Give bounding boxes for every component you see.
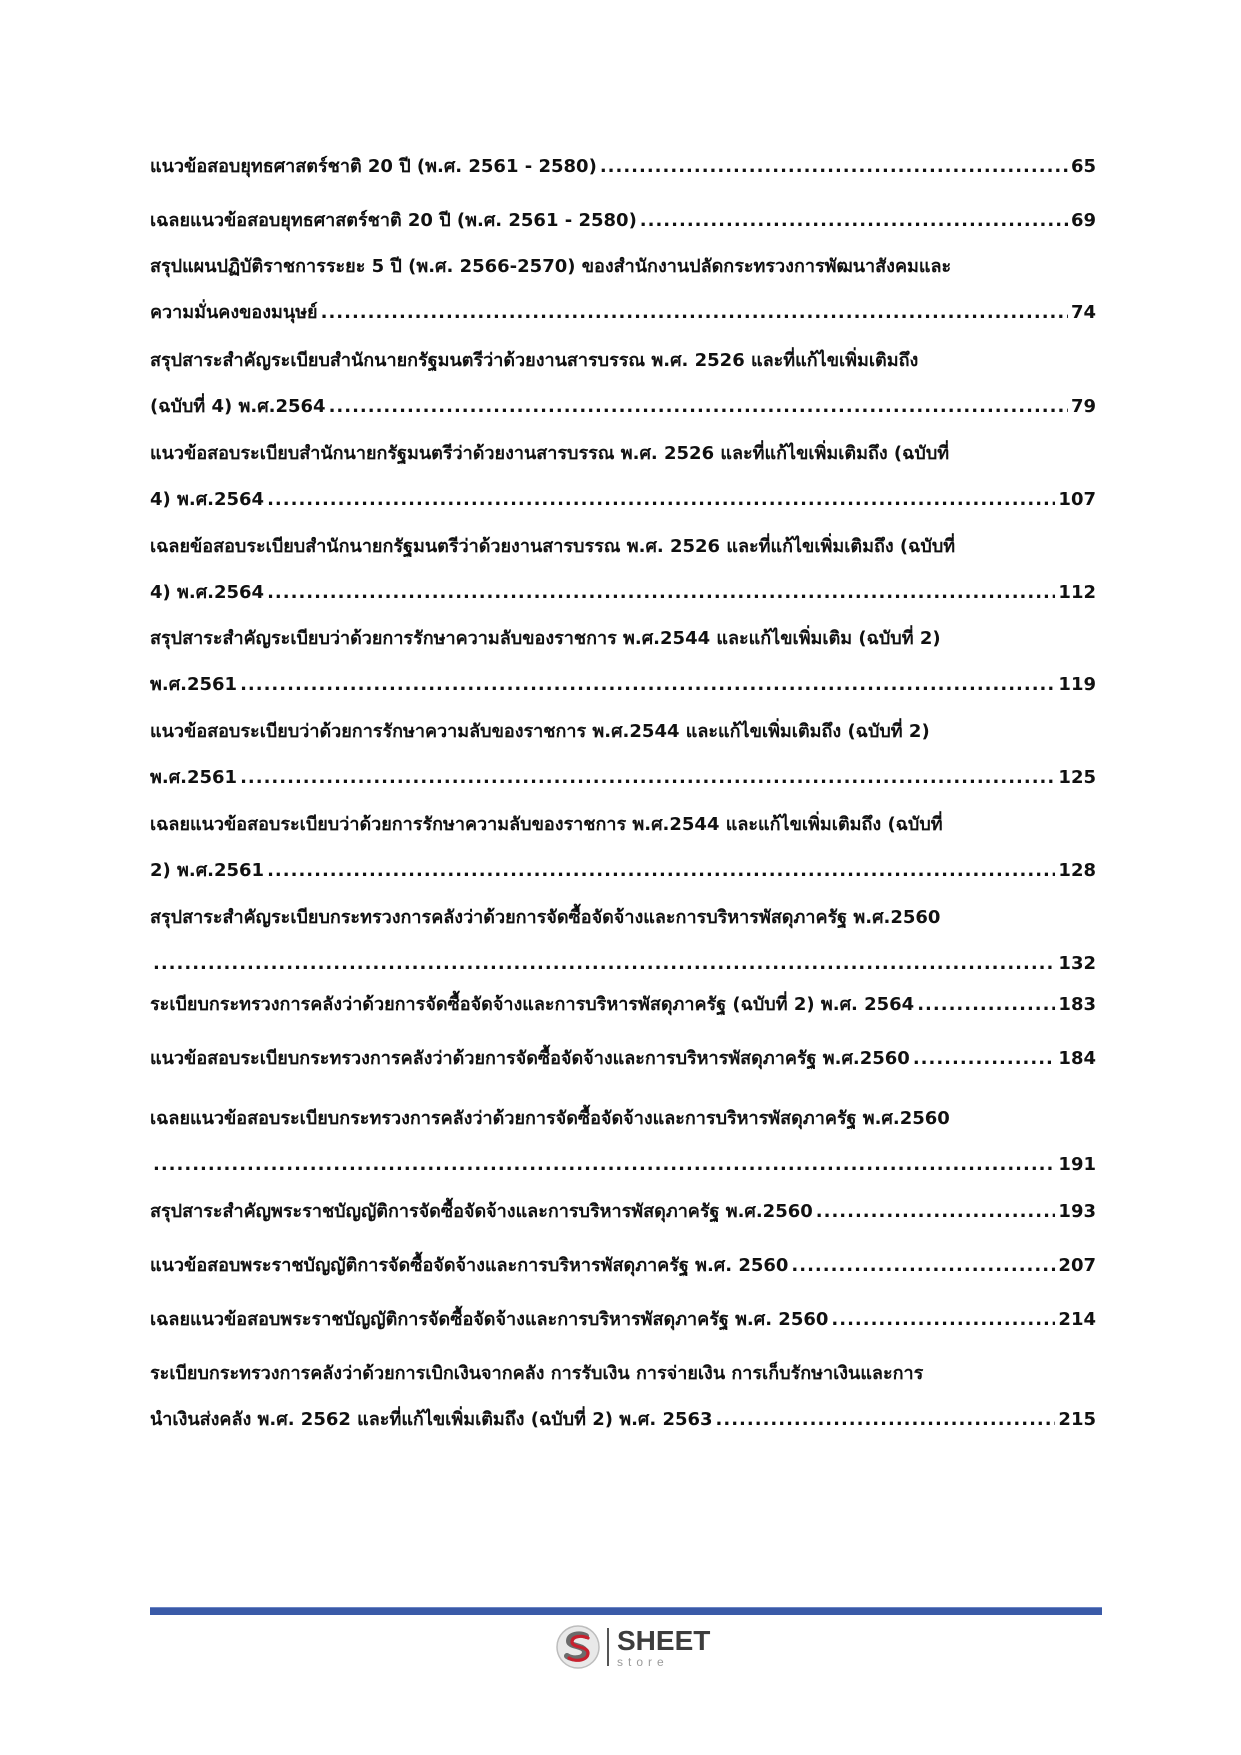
toc-page-number: 65 <box>1070 156 1096 177</box>
logo-sub-text: store <box>617 1654 669 1669</box>
toc-entry[interactable] <box>150 1357 1096 1437</box>
toc-entry-title-line: แนวข้อสอบระเบียบว่าด้วยการรักษาความลับของราชการ พ.ศ.2544 และแก้ไขเพิ่มเติมถึง (ฉบับที่ 2) <box>150 721 930 742</box>
toc-entry[interactable] <box>150 204 1096 238</box>
toc-entry-title: 4) พ.ศ.2564 <box>150 582 265 603</box>
toc-page-number: 132 <box>1058 953 1096 974</box>
toc-dot-leader <box>321 296 1068 330</box>
toc-entry-leader-line <box>150 390 1096 424</box>
toc-dot-leader <box>329 390 1068 424</box>
toc-entry[interactable] <box>150 437 1096 517</box>
toc-entry-title: สรุปสาระสำคัญพระราชบัญญัติการจัดซื้อจัดจ้างและการบริหารพัสดุภาครัฐ พ.ศ.2560 <box>150 1201 813 1222</box>
toc-entry-leader-line <box>150 296 1096 330</box>
toc-entry-title-line: ระเบียบกระทรวงการคลังว่าด้วยการเบิกเงินจากคลัง การรับเงิน การจ่ายเงิน การเก็บรักษาเงินและการ <box>150 1363 924 1384</box>
toc-entry[interactable] <box>150 250 1096 330</box>
toc-entry-title: แนวข้อสอบพระราชบัญญัติการจัดซื้อจัดจ้างและการบริหารพัสดุภาครัฐ พ.ศ. 2560 <box>150 1255 789 1276</box>
toc-entry[interactable] <box>150 1195 1096 1229</box>
toc-entry[interactable] <box>150 622 1096 702</box>
toc-dot-leader <box>791 1249 1055 1283</box>
toc-entry[interactable] <box>150 1102 1096 1182</box>
toc-entry-title: พ.ศ.2561 <box>150 674 238 695</box>
toc-entry-leader-line <box>150 483 1096 517</box>
toc-page-number: 191 <box>1058 1154 1096 1175</box>
toc-entry[interactable] <box>150 150 1096 184</box>
logo-separator <box>607 1628 609 1666</box>
toc-entry[interactable] <box>150 715 1096 795</box>
toc-page-number: 215 <box>1058 1409 1096 1430</box>
toc-dot-leader <box>600 150 1068 184</box>
toc-entry-leader-line <box>150 1042 1096 1076</box>
toc-entry-title-line: สรุปสาระสำคัญระเบียบสำนักนายกรัฐมนตรีว่าด้วยงานสารบรรณ พ.ศ. 2526 และที่แก้ไขเพิ่มเติมถึง <box>150 350 919 371</box>
toc-entry-title: 4) พ.ศ.2564 <box>150 489 265 510</box>
toc-entry-leader-line <box>150 1148 1096 1182</box>
toc-dot-leader <box>831 1303 1055 1337</box>
toc-dot-leader <box>240 761 1055 795</box>
toc-entry-leader-line <box>150 1403 1096 1437</box>
toc-entry-leader-line <box>150 947 1096 981</box>
toc-dot-leader <box>640 204 1068 238</box>
toc-entry-title: พ.ศ.2561 <box>150 767 238 788</box>
toc-page-number: 184 <box>1058 1048 1096 1069</box>
toc-page-number: 183 <box>1058 994 1096 1015</box>
toc-entry-title: 2) พ.ศ.2561 <box>150 860 265 881</box>
toc-entry-title: ระเบียบกระทรวงการคลังว่าด้วยการจัดซื้อจัดจ้างและการบริหารพัสดุภาครัฐ (ฉบับที่ 2) พ.ศ. 2564 <box>150 994 915 1015</box>
toc-dot-leader <box>267 854 1055 888</box>
toc-entry-title-line: สรุปสาระสำคัญระเบียบกระทรวงการคลังว่าด้วยการจัดซื้อจัดจ้างและการบริหารพัสดุภาครัฐ พ.ศ.2560 <box>150 907 941 928</box>
toc-entry[interactable] <box>150 1249 1096 1283</box>
toc-entry-title-line: เฉลยแนวข้อสอบระเบียบกระทรวงการคลังว่าด้วยการจัดซื้อจัดจ้างและการบริหารพัสดุภาครัฐ พ.ศ.2560 <box>150 1108 950 1129</box>
toc-page-number: 74 <box>1070 302 1096 323</box>
toc-entry[interactable] <box>150 988 1096 1022</box>
toc-entry-leader-line <box>150 1303 1096 1337</box>
sheet-store-logo <box>555 1622 725 1672</box>
toc-entry-title: แนวข้อสอบระเบียบกระทรวงการคลังว่าด้วยการจัดซื้อจัดจ้างและการบริหารพัสดุภาครัฐ พ.ศ.2560 <box>150 1048 910 1069</box>
toc-dot-leader <box>240 668 1055 702</box>
toc-entry-leader-line <box>150 576 1096 610</box>
sheet-store-s-icon <box>555 1624 601 1670</box>
toc-entry-title: เฉลยแนวข้อสอบยุทธศาสตร์ชาติ 20 ปี (พ.ศ. 2561 - 2580) <box>150 210 637 231</box>
toc-entry-title: นำเงินส่งคลัง พ.ศ. 2562 และที่แก้ไขเพิ่มเติมถึง (ฉบับที่ 2) พ.ศ. 2563 <box>150 1409 713 1430</box>
toc-entry[interactable] <box>150 1042 1096 1076</box>
toc-entry-title-line: เฉลยแนวข้อสอบระเบียบว่าด้วยการรักษาความลับของราชการ พ.ศ.2544 และแก้ไขเพิ่มเติมถึง (ฉบับที่ <box>150 814 943 835</box>
toc-dot-leader <box>267 483 1055 517</box>
toc-entry[interactable] <box>150 530 1096 610</box>
toc-entry[interactable] <box>150 344 1096 424</box>
toc-entry-leader-line <box>150 204 1096 238</box>
toc-page-number: 112 <box>1058 582 1096 603</box>
toc-entry[interactable] <box>150 1303 1096 1337</box>
toc-entry-title-line: สรุปสาระสำคัญระเบียบว่าด้วยการรักษาความลับของราชการ พ.ศ.2544 และแก้ไขเพิ่มเติม (ฉบับที่ 2) <box>150 628 941 649</box>
toc-entry-title: เฉลยแนวข้อสอบพระราชบัญญัติการจัดซื้อจัดจ้างและการบริหารพัสดุภาครัฐ พ.ศ. 2560 <box>150 1309 829 1330</box>
toc-page-number: 207 <box>1058 1255 1096 1276</box>
toc-entry-leader-line <box>150 1195 1096 1229</box>
toc-entry-leader-line <box>150 761 1096 795</box>
toc-page-number: 193 <box>1058 1201 1096 1222</box>
logo-brand-text: SHEET <box>617 1624 711 1656</box>
toc-entry-title: ความมั่นคงของมนุษย์ <box>150 302 318 323</box>
toc-dot-leader <box>153 1148 1055 1182</box>
toc-dot-leader <box>153 947 1055 981</box>
toc-page-number: 125 <box>1058 767 1096 788</box>
toc-entry-leader-line <box>150 1249 1096 1283</box>
toc-page-number: 107 <box>1058 489 1096 510</box>
toc-entry[interactable] <box>150 901 1096 981</box>
toc-dot-leader <box>267 576 1055 610</box>
toc-page-number: 128 <box>1058 860 1096 881</box>
footer-divider <box>150 1607 1102 1615</box>
toc-entry-title-line: สรุปแผนปฏิบัติราชการระยะ 5 ปี (พ.ศ. 2566-2570) ของสำนักงานปลัดกระทรวงการพัฒนาสังคมและ <box>150 256 952 277</box>
toc-dot-leader <box>913 1042 1056 1076</box>
toc-entry-leader-line <box>150 988 1096 1022</box>
toc-page-number: 69 <box>1070 210 1096 231</box>
toc-dot-leader <box>816 1195 1056 1229</box>
toc-entry-leader-line <box>150 668 1096 702</box>
toc-entry-title-line: เฉลยข้อสอบระเบียบสำนักนายกรัฐมนตรีว่าด้วยงานสารบรรณ พ.ศ. 2526 และที่แก้ไขเพิ่มเติมถึง (ฉบับที่ <box>150 536 956 557</box>
toc-entry[interactable] <box>150 808 1096 888</box>
toc-entry-leader-line <box>150 150 1096 184</box>
toc-entry-leader-line <box>150 854 1096 888</box>
toc-page-number: 119 <box>1058 674 1096 695</box>
toc-dot-leader <box>716 1403 1056 1437</box>
toc-dot-leader <box>917 988 1055 1022</box>
toc-entry-title: (ฉบับที่ 4) พ.ศ.2564 <box>150 396 326 417</box>
toc-page-number: 214 <box>1058 1309 1096 1330</box>
toc-entry-title-line: แนวข้อสอบระเบียบสำนักนายกรัฐมนตรีว่าด้วยงานสารบรรณ พ.ศ. 2526 และที่แก้ไขเพิ่มเติมถึง (ฉบับที่ <box>150 443 950 464</box>
toc-entry-title: แนวข้อสอบยุทธศาสตร์ชาติ 20 ปี (พ.ศ. 2561 - 2580) <box>150 156 597 177</box>
toc-page-number: 79 <box>1070 396 1096 417</box>
